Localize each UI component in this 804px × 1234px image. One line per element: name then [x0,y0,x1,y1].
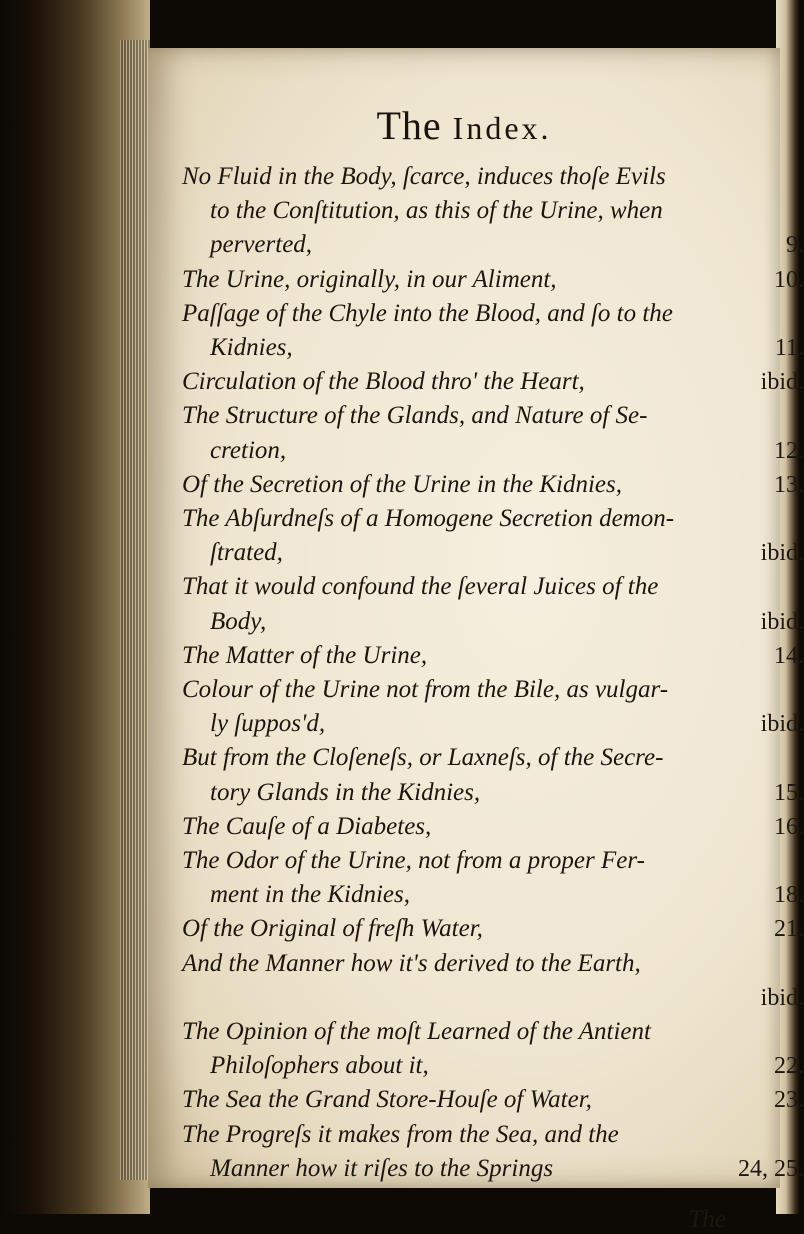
entry-text: Body, [210,608,267,635]
index-line [182,641,804,671]
page-number: ibid. [760,609,804,635]
index-line [182,1017,804,1047]
entry-text: Of the Secretion of the Urine in the Kidnies, [182,471,622,498]
entry-text: ment in the Kidnies, [210,881,410,908]
entry-text: The Sea the Grand Store-Houſe of Water, [182,1086,592,1113]
index-line [210,607,804,637]
entry-text: But from the Cloſeneſs, or Laxneſs, of the Secre- [182,744,664,771]
index-line [182,504,804,534]
entry-text: The Cauſe of a Diabetes, [182,813,432,840]
index-line [182,812,804,842]
page-number: 24, 25. [738,1156,804,1182]
entry-text: The Abſurdneſs of a Homogene Secretion demon- [182,505,675,532]
index-entries [148,48,804,1188]
page-number: 15. [774,780,804,806]
index-line [210,983,804,1013]
index-line [182,572,804,602]
index-line [182,949,804,979]
index-line [210,778,804,808]
entry-text: ſtrated, [210,539,283,566]
index-line [182,470,804,500]
page-number: ibid. [760,711,804,737]
index-line [210,436,804,466]
entry-text: Kidnies, [210,334,293,361]
index-line [182,401,804,431]
page-number: 11. [774,335,804,361]
entry-text: The Odor of the Urine, not from a proper Fer- [182,847,645,874]
entry-text: Circulation of the Blood thro' the Heart, [182,368,585,395]
entry-text: Colour of the Urine not from the Bile, as vulgar- [182,676,669,703]
index-line [182,675,804,705]
entry-text: The Matter of the Urine, [182,642,428,669]
entry-text: cretion, [210,437,287,464]
index-line [182,1120,804,1150]
entry-text: And the Manner how it's derived to the Earth, [182,950,641,977]
index-line [210,230,804,260]
page-number: 22. [774,1053,804,1079]
page-stack-edge [120,40,150,1180]
index-line [182,743,804,773]
index-line [182,265,804,295]
index-line [182,367,804,397]
index-line [210,709,804,739]
entry-text: to the Conſtitution, as this of the Urine, when [210,197,663,224]
page-number: 18. [774,882,804,908]
entry-text: That it would confound the ſeveral Juices of the [182,573,659,600]
page-number: 12. [774,438,804,464]
index-line [182,299,804,329]
page-number: 16. [774,814,804,840]
entry-text: ly ſuppos'd, [210,710,326,737]
page-number: 9. [786,232,804,258]
entry-text: Manner how it riſes to the Springs [210,1155,554,1182]
index-line [210,538,804,568]
entry-text: perverted, [210,231,313,258]
entry-text: The Progreſs it makes from the Sea, and the [182,1121,619,1148]
page-number: ibid. [760,985,804,1011]
entry-text: tory Glands in the Kidnies, [210,779,481,806]
page-number: 14. [774,643,804,669]
index-line [182,1085,804,1115]
index-line [210,1154,804,1184]
catchword: The [688,1206,726,1233]
index-line [182,914,804,944]
page-number: 10. [774,267,804,293]
index-line [210,196,804,226]
entry-text: The Urine, originally, in our Aliment, [182,266,557,293]
page-number: ibid. [760,540,804,566]
entry-text: Paſſage of the Chyle into the Blood, and ſo to the [182,300,673,327]
page-number: ibid. [760,369,804,395]
entry-text: Of the Original of freſh Water, [182,915,483,942]
index-line [182,846,804,876]
title-lead: The [376,103,453,148]
page-number: 21. [774,916,804,942]
page-number: 23. [774,1087,804,1113]
entry-text: No Fluid in the Body, ſcarce, induces thoſe Evils [182,163,666,190]
index-line [182,162,804,192]
index-line [210,333,804,363]
index-page [148,48,804,1233]
page-number: 13. [774,472,804,498]
index-line [210,880,804,910]
index-line [210,1051,804,1081]
title-rest: Index. [452,110,552,146]
entry-text: Philoſophers about it, [210,1052,429,1079]
entry-text: The Structure of the Glands, and Nature of Se- [182,402,648,429]
entry-text: The Opinion of the moſt Learned of the Antient [182,1018,651,1045]
